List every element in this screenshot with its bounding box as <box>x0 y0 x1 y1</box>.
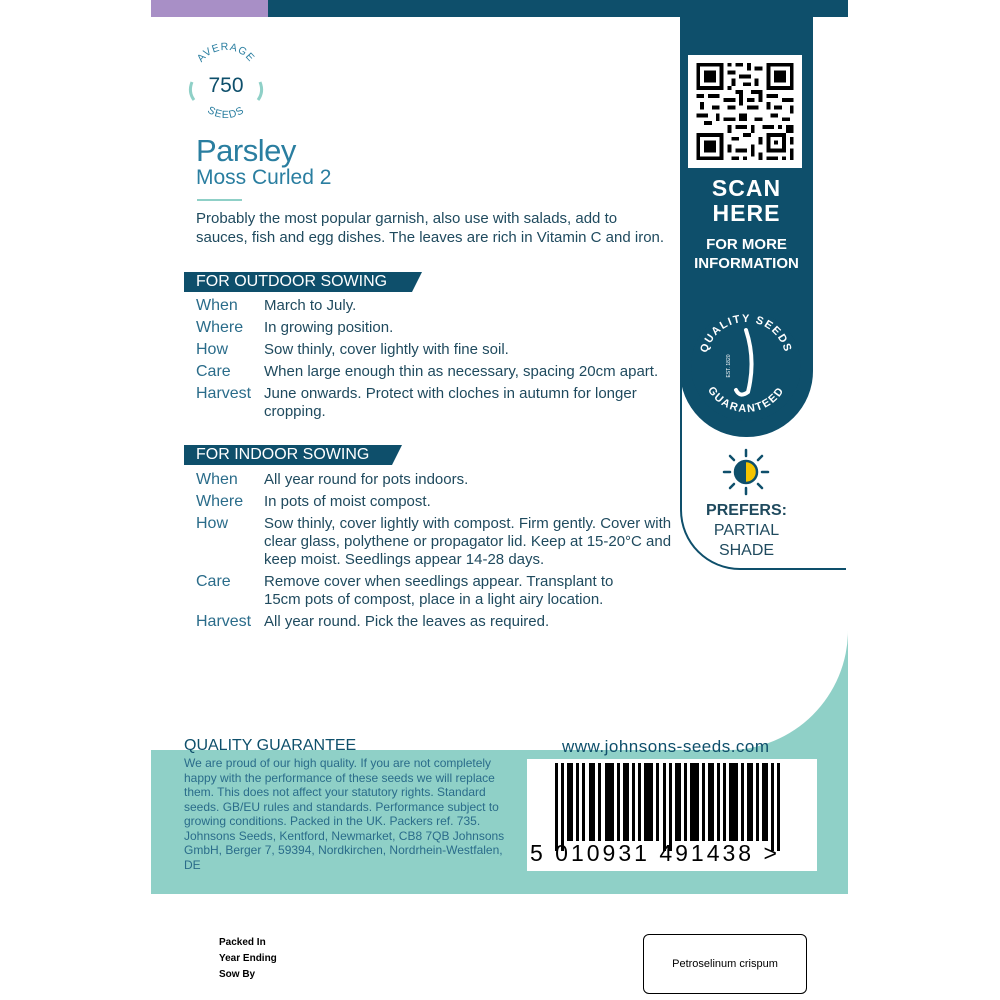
sunlight-preference <box>690 501 803 561</box>
product-description: Probably the most popular garnish, also use with salads, add to sauces, fish and egg dishes. The leaves are rich in Vitamin C and iron. <box>196 210 665 246</box>
title-rule <box>197 199 242 201</box>
guarantee-text: We are proud of our high quality. If you are not completely happy with the performance of these seeds we will replace them. This does not affect your statutory rights. Standard seeds. GB/EU rules and standards. Performance subject to growing conditions. Packed in the UK. Packers ref. 735. Johnsons Seeds, Kentford, Newmarket, CB8 7QB Johnsons GmbH, Berger 7, 59394, Nordkirchen, Nordrhein-Westfalen, DE <box>184 756 505 872</box>
prefers-value-1: PARTIAL <box>713 522 780 539</box>
svg-text:AVERAGE <box>195 42 257 64</box>
row-label: How <box>196 341 229 358</box>
outdoor-row-how <box>196 341 676 359</box>
row-value: Sow thinly, cover lightly with fine soil. <box>264 341 509 358</box>
row-value: All year round. Pick the leaves as required. <box>264 613 550 630</box>
outdoor-row-when <box>196 297 676 315</box>
latin-name: Petroselinum crispum <box>672 958 778 970</box>
prefers-value-2: SHADE <box>718 542 775 559</box>
row-label: Harvest <box>196 613 252 630</box>
badge-text-bottom: GUARANTEED <box>705 384 787 416</box>
row-label: Care <box>196 573 231 590</box>
row-label: Care <box>196 363 231 380</box>
row-label: When <box>196 471 238 488</box>
scan-line-1: SCAN <box>711 175 782 201</box>
row-value: When large enough thin as necessary, spacing 20cm apart. <box>264 363 659 380</box>
product-variety: Moss Curled 2 <box>196 166 332 189</box>
packing-info <box>219 935 277 983</box>
svg-text:SEEDS <box>205 104 246 121</box>
outdoor-sowing-heading: FOR OUTDOOR SOWING <box>184 272 412 292</box>
row-label: Where <box>196 319 244 336</box>
packed-in-label: Packed In <box>219 937 266 948</box>
row-label: Where <box>196 493 244 510</box>
row-value: June onwards. Protect with cloches in autumn for longer cropping. <box>264 385 637 420</box>
seed-badge-top: AVERAGE <box>194 42 258 65</box>
outdoor-row-where <box>196 319 676 337</box>
row-value: All year round for pots indoors. <box>264 471 469 488</box>
row-value: In growing position. <box>264 319 394 336</box>
top-stripe-purple <box>151 0 268 17</box>
year-ending-label: Year Ending <box>219 953 277 964</box>
row-label: When <box>196 297 238 314</box>
latin-name-box <box>643 934 807 994</box>
quality-seeds-badge <box>690 300 803 430</box>
badge-est: EST. 1820 <box>726 354 732 378</box>
sow-by-label: Sow By <box>219 969 256 980</box>
more-info-text <box>680 235 813 273</box>
prefers-label: PREFERS: <box>706 502 787 519</box>
barcode-number: 5 010931 491438 > <box>530 840 780 866</box>
outdoor-row-harvest <box>196 385 676 421</box>
row-label: Harvest <box>196 385 252 402</box>
row-value: Sow thinly, cover lightly with compost. Firm gently. Cover with clear glass, polythene or propagator lid. Keep at 15-20°C and keep moist. Seedlings appear 14-28 days. <box>264 515 672 568</box>
row-label: How <box>196 515 229 532</box>
more-info-line-2: INFORMATION <box>694 255 799 272</box>
qr-code[interactable] <box>688 55 802 168</box>
seed-badge-bottom: SEEDS <box>205 104 247 122</box>
website-link[interactable]: www.johnsons-seeds.com <box>562 737 770 756</box>
indoor-sowing-heading: FOR INDOOR SOWING <box>184 445 392 465</box>
indoor-row-care <box>196 573 676 609</box>
indoor-row-where <box>196 493 676 511</box>
badge-text-top: QUALITY SEEDS <box>698 312 794 355</box>
indoor-row-how <box>196 515 676 569</box>
scan-line-2: HERE <box>712 200 781 226</box>
seed-count: 750 <box>208 74 244 97</box>
top-stripe-navy <box>268 0 848 17</box>
guarantee-title: QUALITY GUARANTEE <box>184 737 357 754</box>
indoor-row-harvest <box>196 613 676 631</box>
outdoor-row-care <box>196 363 676 381</box>
row-value: In pots of moist compost. <box>264 493 431 510</box>
row-value: March to July. <box>264 297 357 314</box>
product-name: Parsley <box>196 133 296 168</box>
more-info-line-1: FOR MORE <box>706 236 787 253</box>
seed-count-badge <box>186 42 266 122</box>
indoor-row-when <box>196 471 676 489</box>
half-sun-icon <box>722 448 770 496</box>
scan-here-title <box>680 176 813 226</box>
row-value: Remove cover when seedlings appear. Transplant to 15cm pots of compost, place in a light airy location. <box>264 573 614 608</box>
